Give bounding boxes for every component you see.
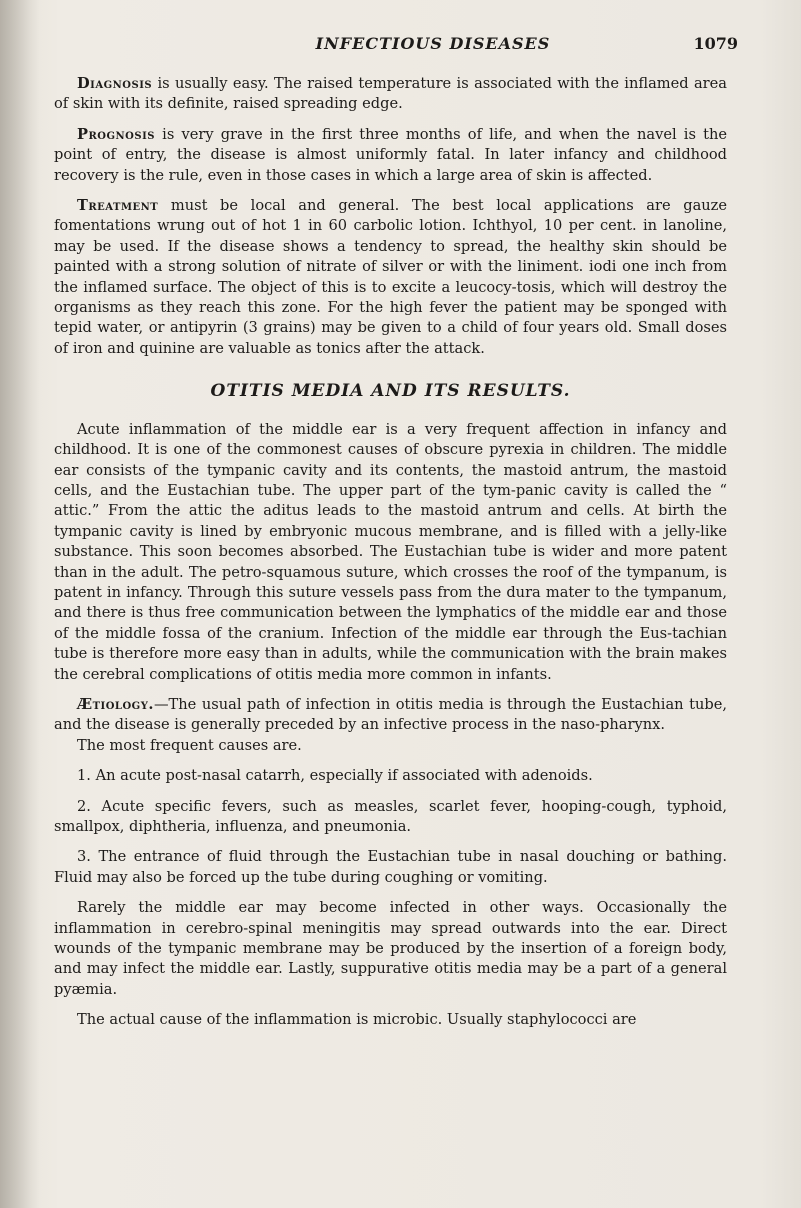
- causes-intro: The most frequent causes are.: [77, 736, 302, 754]
- page-number: 1079: [693, 34, 738, 53]
- diagnosis-text: is usually easy. The raised temperature is associated with the inflamed area of skin with its definite, raised spreading edge.: [54, 75, 727, 113]
- running-title: INFECTIOUS DISEASES: [315, 34, 551, 53]
- treatment-lead: Treatment: [77, 197, 159, 215]
- actual-cause-paragraph: The actual cause of the inflammation is microbic. Usually staphylococci are: [77, 1011, 637, 1029]
- gutter-shadow: [0, 0, 40, 1208]
- treatment-paragraph: [54, 196, 727, 359]
- rarely-paragraph: Rarely the middle ear may become infected in other ways. Occasionally the inflammation in cerebro-spinal meningitis may spread outwards into the ear. Direct wounds of the tympanic membrane may be produced by the insertion of a foreign body, and may infect the middle ear. Lastly, suppurative otitis media may be a part of a general pyæmia.: [54, 899, 727, 998]
- page-header: [88, 34, 738, 60]
- cause-item: 2. Acute specific fevers, such as measles, scarlet fever, hooping-cough, typhoid, smallpox, diphtheria, influenza, and pneumonia.: [54, 797, 727, 835]
- diagnosis-lead: Diagnosis: [77, 75, 153, 92]
- section-heading: OTITIS MEDIA AND ITS RESULTS.: [210, 381, 571, 402]
- diagnosis-paragraph: [54, 74, 727, 115]
- prognosis-paragraph: [54, 125, 727, 186]
- prognosis-lead: Prognosis: [77, 125, 156, 143]
- cause-item: 1. An acute post-nasal catarrh, especially if associated with adenoids.: [77, 767, 593, 785]
- prognosis-text: is very grave in the first three months of life, and when the navel is the point of entry, the disease is almost uniformly fatal. In later infancy and childhood recovery is the rule, even in those cases in which a large area of skin is affected.: [54, 125, 727, 184]
- otitis-intro-paragraph: Acute inflammation of the middle ear is a very frequent affection in infancy and childhood. It is one of the commonest causes of obscure pyrexia in children. The middle ear consists of the tympanic cavity and its contents, the mastoid antrum, the mastoid cells, and the Eustachian tube. The upper part of the tym-panic cavity is called the “ attic.” From the attic the aditus leads to the mastoid antrum and cells. At birth the tympanic cavity is lined by embryonic mucous membrane, and is filled with a jelly-like substance. This soon becomes absorbed. The Eustachian tube is wider and more patent than in the adult. The petro-squamous suture, which crosses the roof of the tympanum, is patent in infancy. Through this suture vessels pass from the dura mater to the tympanum, and there is thus free communication between the lymphatics of the middle ear and those of the middle fossa of the cranium. Infection of the middle ear through the Eus-tachian tube is therefore more easy than in adults, while the communication with the brain makes the cerebral complications of otitis media more common in infants.: [54, 420, 727, 683]
- aetiology-lead: Ætiology.: [77, 695, 154, 713]
- treatment-text: must be local and general. The best local applications are gauze fomentations wrung out of hot 1 in 60 carbolic lotion. Ichthyol, 10 per cent. in lanoline, may be used. If the disease shows a tendency to spread, the healthy skin should be painted with a strong solution of nitrate of silver or with the liniment. iodi one inch from the inflamed surface. The object of this is to excite a leucocy-tosis, which will destroy the organisms as they reach this zone. For the high fever the patient may be sponged with tepid water, or antipyrin (3 grains) may be given to a child of four years old. Small doses of iron and quinine are valuable as tonics after the attack.: [54, 197, 727, 357]
- aetiology-text: —The usual path of infection in otitis media is through the Eustachian tube, and the disease is generally preceded by an infective process in the naso-pharynx.: [54, 695, 727, 734]
- cause-item: 3. The entrance of fluid through the Eustachian tube in nasal douching or bathing. Fluid may also be forced up the tube during coughing or vomiting.: [54, 848, 727, 886]
- body-text: [54, 74, 727, 1041]
- aetiology-paragraph: [54, 695, 727, 736]
